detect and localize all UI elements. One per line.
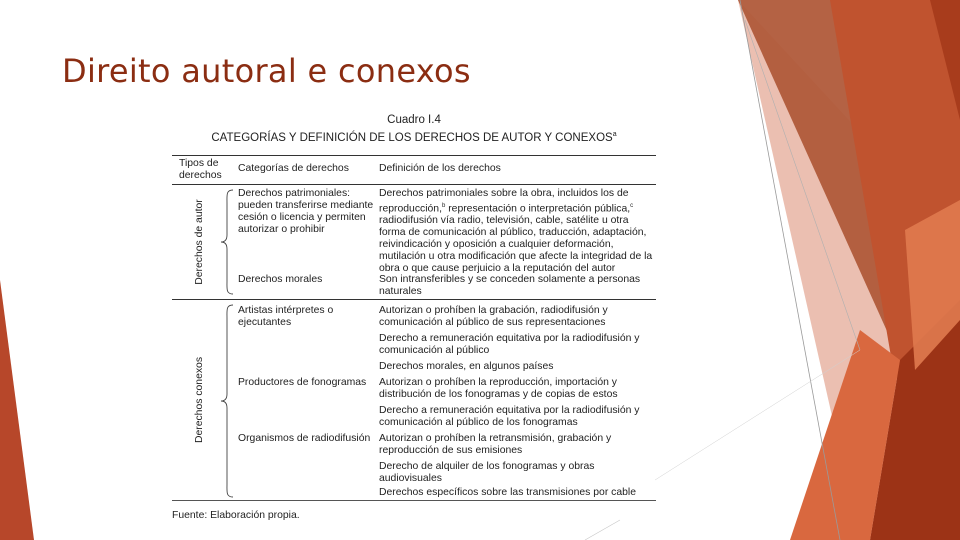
header-definitions: Definición de los derechos (379, 162, 501, 174)
def-morales: Son intransferibles y se conceden solamente a personas naturales (379, 273, 641, 297)
section-conexos (172, 300, 656, 500)
header-types: Tipos de derechos (179, 157, 222, 181)
def-patrimoniales-part3: radiodifusión vía radio, televisión, cable, satélite u otra forma de comunicación al público, traducción, adaptación, reivindicación y oposición a cualquier deformación, mutilación u otra modificación que afecte la integridad de la obra o que cause perjuicio a la reputación del autor (379, 215, 653, 275)
table-caption-title (172, 128, 656, 145)
def-artistas-3: Derechos morales, en algunos países (379, 360, 554, 372)
def-patrimoniales (379, 188, 656, 275)
cat-patrimoniales: Derechos patrimoniales: pueden transferirse mediante cesión o licencia y permiten autorizar o prohibir (238, 187, 374, 235)
def-patrimoniales-part2: representación o interpretación pública, (445, 203, 631, 215)
brace-conexos (220, 304, 234, 498)
def-artistas-2: Derecho a remuneración equitativa por la radiodifusión y comunicación al público (379, 332, 640, 356)
table-source: Fuente: Elaboración propia. (172, 509, 300, 521)
table-header (172, 156, 656, 184)
table-bottom-rule (172, 500, 656, 501)
rights-table (172, 114, 656, 522)
section-autor (172, 185, 656, 299)
section-label-conexos: Derechos conexos (194, 356, 205, 443)
section-label-autor: Derechos de autor (194, 199, 205, 285)
note-b: b (441, 202, 446, 209)
cat-morales: Derechos morales (238, 273, 323, 285)
cat-artistas: Artistas intérpretes o ejecutantes (238, 304, 334, 328)
slide-title: Direito autoral e conexos (62, 52, 471, 90)
left-accent-stripe (0, 280, 34, 540)
def-artistas-1: Autorizan o prohíben la grabación, radiodifusión y comunicación al público de sus representaciones (379, 304, 608, 328)
decor-line-3 (585, 520, 620, 540)
def-organismos-3: Derechos específicos sobre las transmisiones por cable (379, 486, 637, 498)
def-patrimoniales-part1: Derechos patrimoniales sobre la obra, incluidos los de reproducción, (379, 187, 629, 215)
caption-title-text: CATEGORÍAS Y DEFINICIÓN DE LOS DERECHOS DE AUTOR Y CONEXOS (211, 131, 613, 144)
def-productores-1: Autorizan o prohíben la reproducción, importación y distribución de los fonogramas y de copias de estos (379, 376, 618, 400)
table-caption-number: Cuadro I.4 (387, 114, 441, 126)
def-organismos-1: Autorizan o prohíben la retransmisión, grabación y reproducción de sus emisiones (379, 432, 612, 456)
note-c: c (630, 202, 634, 209)
def-organismos-2: Derecho de alquiler de los fonogramas y obras audiovisuales (379, 460, 595, 484)
brace-autor (220, 189, 234, 295)
cat-productores: Productores de fonogramas (238, 376, 367, 388)
cat-organismos: Organismos de radiodifusión (238, 432, 371, 444)
caption-note: a (612, 131, 617, 138)
def-productores-2: Derecho a remuneración equitativa por la radiodifusión y comunicación al público de los fonogramas (379, 404, 640, 428)
header-categories: Categorías de derechos (238, 162, 349, 174)
